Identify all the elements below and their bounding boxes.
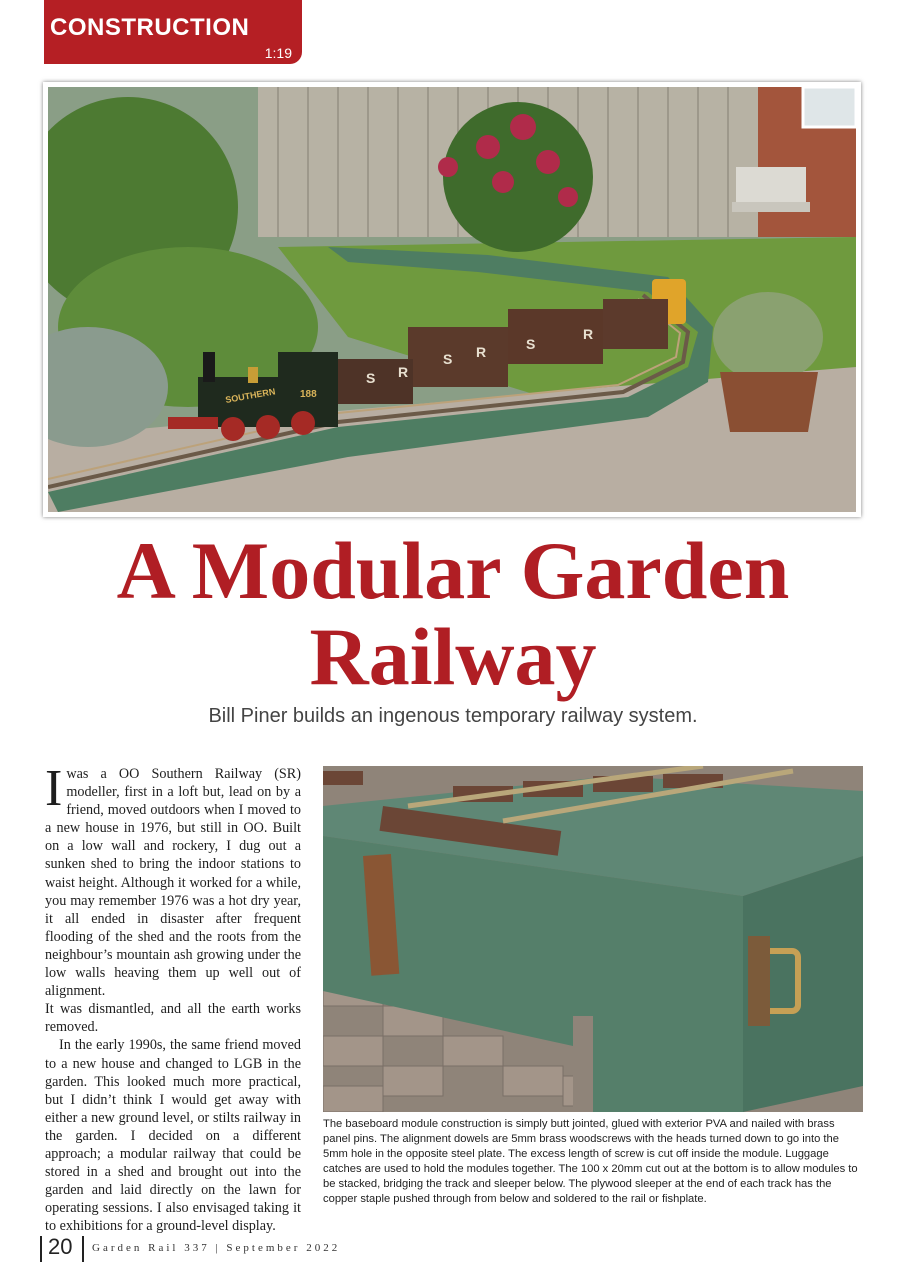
drop-cap: I bbox=[45, 760, 63, 817]
hero-illustration bbox=[48, 87, 856, 512]
title-line-1: A Modular Garden bbox=[116, 525, 790, 616]
wagon-letter: R bbox=[583, 326, 594, 342]
body-text bbox=[45, 760, 301, 1235]
section-tab bbox=[44, 0, 302, 64]
footer-divider bbox=[40, 1236, 42, 1262]
baseboard-photo bbox=[323, 766, 863, 1112]
footer-divider bbox=[82, 1236, 84, 1262]
paragraph bbox=[45, 760, 301, 1000]
wagon-letter: S bbox=[443, 351, 453, 367]
paragraph-text: was a OO Southern Railway (SR) modeller, first in a loft but, lead on by a friend, moved outdoors when I moved to a new house in 1976, but still in OO. Built on a low wall and rockery, I dug out a sunken shed to bring the indoor stations to waist height. Although it worked for a while, you may remember 1976 was a hot dry year, it all ended in disaster after frequent flooding of the shed and the roots from the neighbour’s mountain ash growing under the low walls heaving them up well out of alignment. bbox=[45, 766, 301, 1000]
wagon-letter: R bbox=[398, 364, 409, 380]
wagon-letter: S bbox=[526, 336, 536, 352]
title-line-2: Railway bbox=[309, 611, 597, 702]
publication-info: Garden Rail 337 | September 2022 bbox=[92, 1242, 341, 1254]
figure-caption: The baseboard module construction is simply butt jointed, glued with exterior PVA and nailed with brass panel pins. The alignment dowels are 5mm brass woodscrews with the heads turned down to go into the 5mm hole in the opposite steel plate. The excess length of screw is cut off inside the module. Luggage catches are used to hold the modules together. The 100 x 20mm cut out at the bottom is to allow modules to be stacked, bridging the track and sleeper below. The plywood sleeper at the end of each track has the copper staple pushed through from below and soldered to the rail or fishplate. bbox=[323, 1118, 858, 1205]
paragraph: In the early 1990s, the same friend moved to a new house and changed to LGB in the garden. This looked much more practical, but I didn’t think I would get away with either a new ground level, or stilts railway in the garden. I decided on a different approach; a modular railway that could be stored in a shed and brought out into the garden and laid directly on the lawn for operating sessions. I also envisaged taking it to exhibitions for a ground-level display. bbox=[45, 1037, 301, 1235]
scale-label: 1:19 bbox=[264, 45, 292, 61]
standfirst: Bill Piner builds an ingenous temporary railway system. bbox=[208, 705, 698, 727]
wagon-letter: S bbox=[366, 370, 376, 386]
loco-number: 188 bbox=[300, 389, 317, 400]
loco-nameplate: SOUTHERN bbox=[224, 386, 277, 405]
wagon-letter: R bbox=[476, 344, 487, 360]
hero-image bbox=[43, 82, 861, 517]
section-label: CONSTRUCTION bbox=[50, 14, 250, 41]
baseboard-illustration bbox=[323, 766, 863, 1112]
article-title bbox=[0, 525, 906, 702]
paragraph: It was dismantled, and all the earth works removed. bbox=[45, 1001, 301, 1036]
page-number: 20 bbox=[48, 1234, 73, 1259]
